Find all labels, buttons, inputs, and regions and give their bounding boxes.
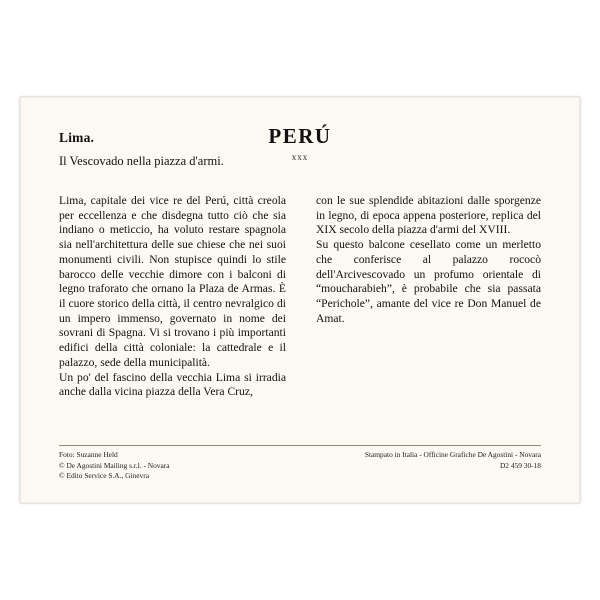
printer-credit: Stampato in Italia - Officine Grafiche De Agostini - Novara — [364, 449, 541, 459]
text-column-right: con le sue splendide abitazioni dalle sporgenze in legno, di epoca appena posteriore, replica del XIX secolo della piazza d'armi del XVIII. Su questo balcone cesellato come un merletto che conferisce al palazzo rococò dell'Arcivescovado un profumo orientale di “moucharabieh”, è probabile che sia passata “Perichole”, amante del vice re Don Manuel de Amat. — [316, 194, 541, 325]
country-subtitle: xxx — [291, 152, 309, 162]
text-columns — [39, 194, 561, 426]
footer-credits-left — [59, 450, 170, 482]
distributor-credit: © Edito Service S.A., Ginevra — [59, 471, 149, 481]
postcard-footer — [59, 445, 541, 482]
postcard-content — [39, 112, 561, 488]
country-title: PERÚ — [268, 124, 332, 148]
photo-caption: Il Vescovado nella piazza d'armi. — [59, 154, 224, 168]
text-column-left: Lima, capitale dei vice re del Perú, città creola per eccellenza e che disdegna tutto ciò che sia indiano o meticcio, ha voluto restare spagnola sia nell'architettura delle sue chiese che nei suoi monumenti civili. Non stupisce quindi lo stile barocco delle vecchie dimore con i balconi di legno traforato che ornano la Plaza de Armas. È il cuore storico della città, il centro nevralgico di un impero immenso, governato in nome dei sovrani di Spagna. Vi si trovano i più importanti edifici della città coloniale: la cattedrale e il palazzo, sede della municipalità. Un po' del fascino della vecchia Lima si irradia anche dalla vicina piazza della Vera Cruz, — [59, 194, 286, 399]
footer-credits-right — [365, 450, 541, 471]
postcard-back — [20, 97, 580, 503]
publisher-credit: © De Agostini Mailing s.r.l. - Novara — [59, 460, 170, 470]
reference-code: D2 459 30-18 — [499, 460, 541, 470]
photo-credit: Foto: Suzanne Held — [59, 449, 118, 459]
place-name: Lima. — [59, 130, 95, 145]
postcard-header — [39, 112, 561, 184]
